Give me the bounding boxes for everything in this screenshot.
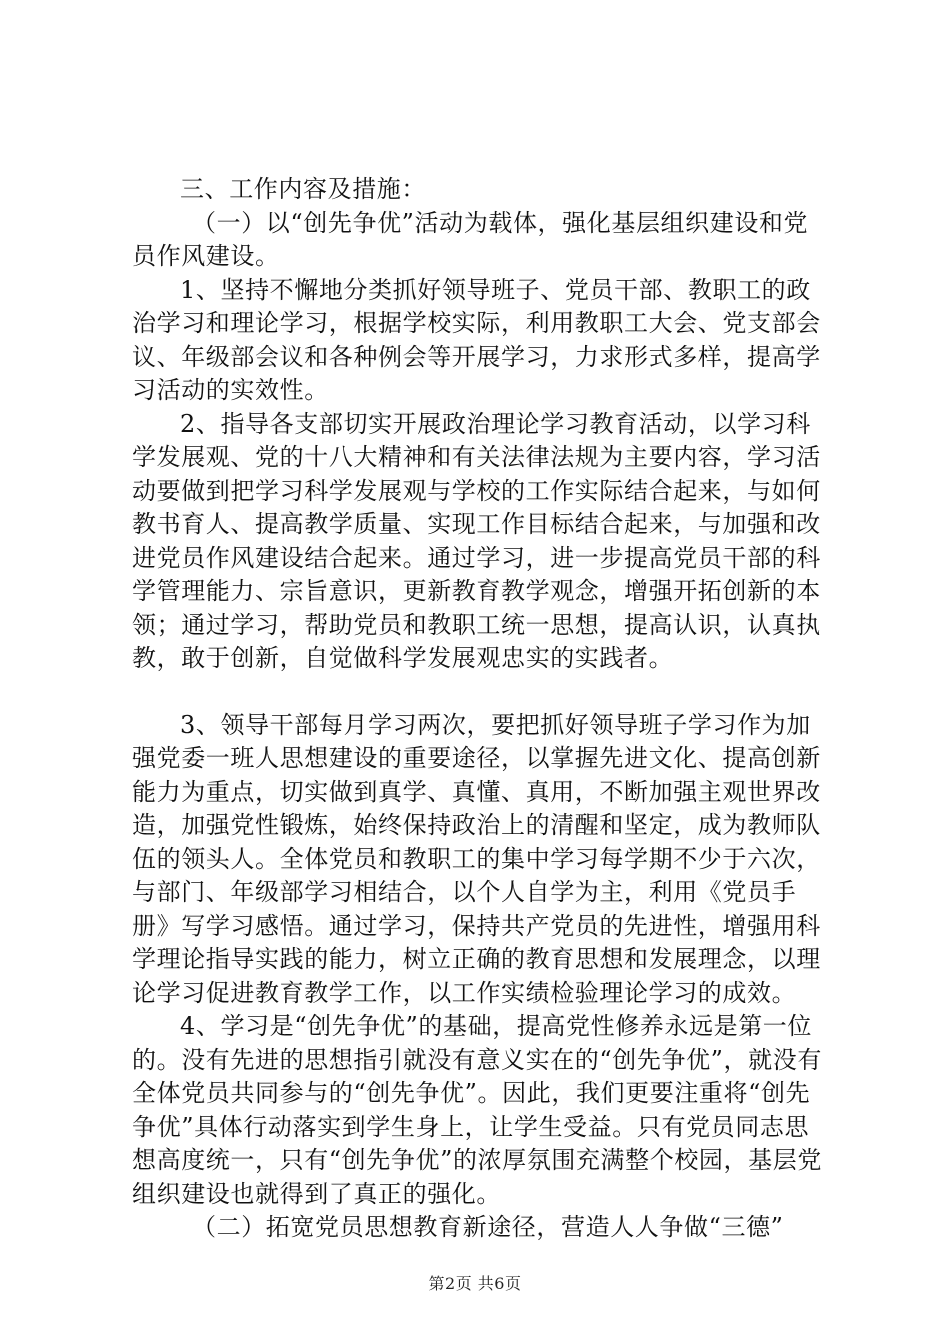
- paragraph-item-2: 2、指导各支部切实开展政治理论学习教育活动，以学习科学发展观、党的十八大精神和有关法律法规为主要内容，学习活动要做到把学习科学发展观与学校的工作实际结合起来，与如何教书育人、提高教学质量、实现工作目标结合起来，与加强和改进党员作风建设结合起来。通过学习，进一步提高党员干部的科学管理能力、宗旨意识，更新教育教学观念，增强开拓创新的本领；通过学习，帮助党员和教职工统一思想，提高认识，认真执教，敢于创新，自觉做科学发展观忠实的实践者。: [132, 409, 821, 672]
- paragraph-item-1: 1、坚持不懈地分类抓好领导班子、党员干部、教职工的政治学习和理论学习，根据学校实际，利用教职工大会、党支部会议、年级部会议和各种例会等开展学习，力求形式多样，提高学习活动的实效性。: [132, 275, 821, 404]
- paragraph-item-3: 3、领导干部每月学习两次，要把抓好领导班子学习作为加强党委一班人思想建设的重要途径，以掌握先进文化、提高创新能力为重点，切实做到真学、真懂、真用，不断加强主观世界改造，加强党性锻炼，始终保持政治上的清醒和坚定，成为教师队伍的领头人。全体党员和教职工的集中学习每学期不少于六次，与部门、年级部学习相结合，以个人自学为主，利用《党员手册》写学习感悟。通过学习，保持共产党员的先进性，增强用科学理论指导实践的能力，树立正确的教育思想和发展理念，以理论学习促进教育教学工作，以工作实绩检验理论学习的成效。: [132, 710, 821, 1007]
- section-heading: 三、工作内容及措施：: [180, 175, 426, 203]
- paragraph-spacer: [132, 676, 832, 709]
- subsection-heading-1: （一）以“创先争优”活动为载体，强化基层组织建设和党员作风建设。: [132, 208, 809, 270]
- paragraph-item-4: 4、学习是“创先争优”的基础，提高党性修养永远是第一位的。没有先进的思想指引就没有意义实在的“创先争优”，就没有全体党员共同参与的“创先争优”。因此，我们更要注重将“创先争优”具体行动落实到学生身上，让学生受益。只有党员同志思想高度统一，只有“创先争优”的浓厚氛围充满整个校园，基层党组织建设也就得到了真正的强化。: [132, 1012, 822, 1208]
- page-footer: 第2页 共6页: [428, 1274, 522, 1293]
- document-body: [132, 173, 832, 1245]
- subsection-heading-2: （二）拓宽党员思想教育新途径，营造人人争做“三德”: [192, 1213, 784, 1241]
